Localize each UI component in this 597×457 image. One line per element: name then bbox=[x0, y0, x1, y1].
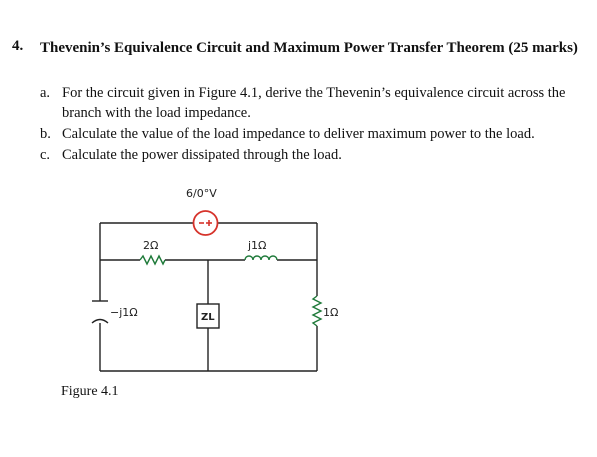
capacitor-label: −j1Ω bbox=[110, 306, 138, 319]
resistor-2ohm-label: 2Ω bbox=[143, 239, 159, 252]
question-title: Thevenin’s Equivalence Circuit and Maximum Power Transfer Theorem (25 marks) bbox=[40, 40, 578, 56]
sub-question-letter: a. bbox=[40, 85, 51, 101]
resistor-1ohm bbox=[313, 296, 321, 326]
sub-question-text: Calculate the power dissipated through the load. bbox=[62, 147, 342, 163]
inductor-label: j1Ω bbox=[248, 239, 267, 252]
sub-question-letter: b. bbox=[40, 126, 51, 142]
inductor bbox=[245, 256, 277, 260]
question-number: 4. bbox=[12, 38, 24, 54]
sub-question-text: For the circuit given in Figure 4.1, derive the Thevenin’s equivalence circuit across the branch with the load impedance. bbox=[62, 85, 566, 121]
sub-question-letter: c. bbox=[40, 147, 51, 163]
resistor-1ohm-label: 1Ω bbox=[323, 306, 339, 319]
sub-question-text: Calculate the value of the load impedance to deliver maximum power to the load. bbox=[62, 126, 535, 142]
load-label: ZL bbox=[201, 312, 215, 323]
capacitor bbox=[92, 301, 108, 323]
resistor-2ohm bbox=[140, 256, 165, 264]
figure-caption: Figure 4.1 bbox=[61, 384, 119, 399]
voltage-source bbox=[194, 211, 218, 235]
source-label: 6/0°V bbox=[186, 187, 217, 200]
